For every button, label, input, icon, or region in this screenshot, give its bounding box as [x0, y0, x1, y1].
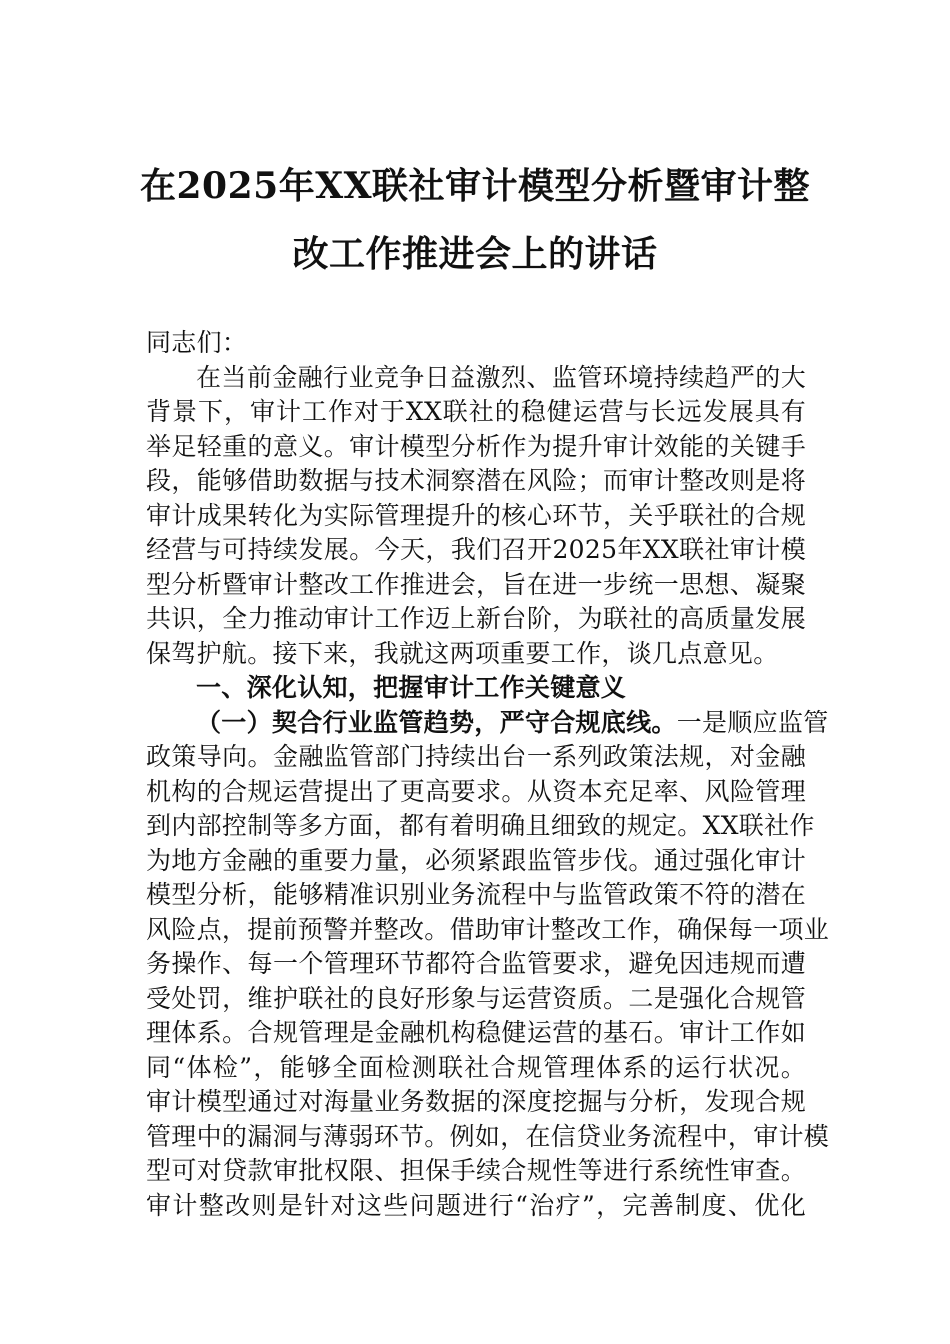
- body-line: 机构的合规运营提出了更高要求。从资本充足率、风险管理: [146, 776, 806, 806]
- body-line: 在当前金融行业竞争日益激烈、监管环境持续趋严的大: [196, 362, 806, 392]
- body-line: 共识，全力推动审计工作迈上新台阶，为联社的高质量发展: [146, 604, 806, 633]
- body-line: 为地方金融的重要力量，必须紧跟监管步伐。通过强化审计: [146, 845, 806, 875]
- body-line: 管理中的漏洞与薄弱环节。例如，在信贷业务流程中，审计模: [146, 1121, 830, 1151]
- body-line: 型可对贷款审批权限、担保手续合规性等进行系统性审查。: [146, 1156, 806, 1185]
- subsection-lead: （一）契合行业监管趋势，严守合规底线。: [196, 707, 677, 737]
- body-line: 经营与可持续发展。今天，我们召开2025年XX联社审计模: [146, 535, 806, 564]
- document-title-line-1: 在2025年XX联社审计模型分析暨审计整: [140, 165, 811, 207]
- subsection-first-line: [146, 706, 829, 741]
- body-line: 举足轻重的意义。审计模型分析作为提升审计效能的关键手: [146, 431, 806, 461]
- body-line: 背景下，审计工作对于XX联社的稳健运营与长远发展具有: [146, 397, 806, 426]
- subsection-lead-rest: 一是顺应监管: [676, 707, 829, 737]
- document-body: [146, 326, 830, 1223]
- section-heading: 一、深化认知，把握审计工作关键意义: [196, 673, 627, 702]
- body-line: 政策导向。金融监管部门持续出台一系列政策法规，对金融: [146, 742, 806, 771]
- body-line: 审计模型通过对海量业务数据的深度挖掘与分析，发现合规: [146, 1087, 806, 1116]
- body-line: 保驾护航。接下来，我就这两项重要工作，谈几点意见。: [146, 638, 779, 668]
- body-line: 受处罚，维护联社的良好形象与运营资质。二是强化合规管: [146, 983, 806, 1013]
- body-line: 审计成果转化为实际管理提升的核心环节，关乎联社的合规: [146, 500, 806, 530]
- body-line: 段，能够借助数据与技术洞察潜在风险；而审计整改则是将: [146, 466, 806, 495]
- body-line: 务操作、每一个管理环节都符合监管要求，避免因违规而遭: [146, 949, 806, 978]
- body-line: 审计整改则是针对这些问题进行“治疗”，完善制度、优化: [146, 1190, 806, 1220]
- salutation: 同志们：: [146, 328, 248, 357]
- document-title-line-2: 改工作推进会上的讲话: [292, 233, 658, 275]
- body-line: 型分析暨审计整改工作推进会，旨在进一步统一思想、凝聚: [146, 569, 806, 599]
- body-line: 理体系。合规管理是金融机构稳健运营的基石。审计工作如: [146, 1018, 806, 1047]
- body-line: 到内部控制等多方面，都有着明确且细致的规定。XX联社作: [146, 811, 815, 840]
- body-line: 模型分析，能够精准识别业务流程中与监管政策不符的潜在: [146, 880, 806, 909]
- body-line: 同“体检”，能够全面检测联社合规管理体系的运行状况。: [146, 1052, 806, 1082]
- body-line: 风险点，提前预警并整改。借助审计整改工作，确保每一项业: [146, 914, 830, 944]
